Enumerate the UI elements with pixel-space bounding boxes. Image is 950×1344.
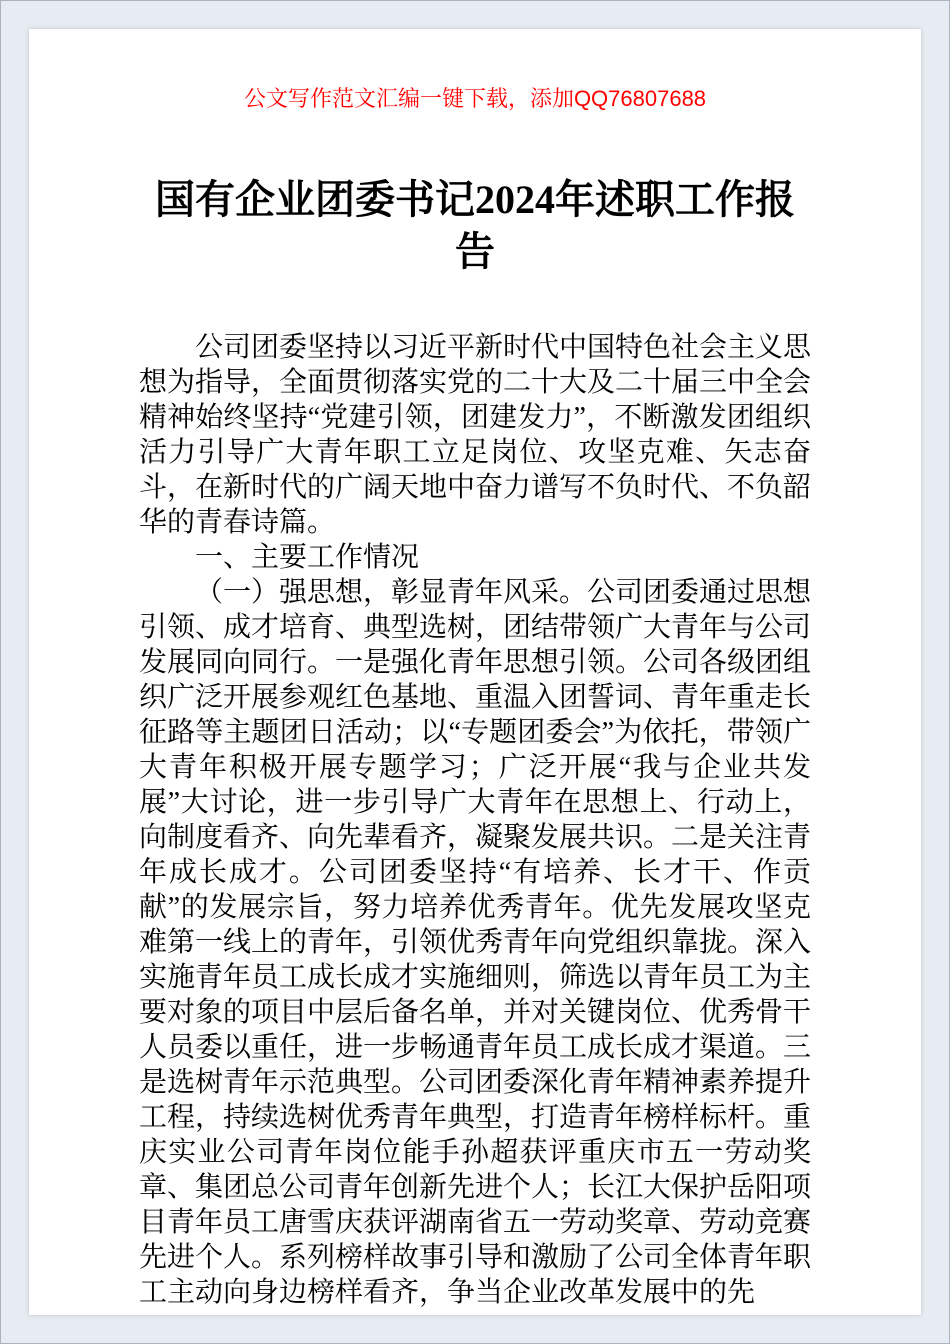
document-title: 国有企业团委书记2024年述职工作报告 [155, 177, 795, 274]
document-body [139, 330, 811, 1310]
document-page [29, 29, 921, 1315]
body-paragraph-section-heading: 一、主要工作情况 [195, 542, 420, 573]
promo-notice: 公文写作范文汇编一键下载，添加QQ76807688 [243, 86, 707, 111]
body-paragraph-section-content: （一）强思想，彰显青年风采。公司团委通过思想引领、成才培育、典型选树，团结带领广大青年与公司发展同向同行。一是强化青年思想引领。公司各级团组织广泛开展参观红色基地、重温入团誓词、青年重走长征路等主题团日活动；以“专题团委会”为依托，带领广大青年积极开展专题学习；广泛开展“我与企业共发展”大讨论，进一步引导广大青年在思想上、行动上，向制度看齐、向先辈看齐，凝聚发展共识。二是关注青年成长成才。公司团委坚持“有培养、长才干、作贡献”的发展宗旨，努力培养优秀青年。优先发展攻坚克难第一线上的青年，引领优秀青年向党组织靠拢。深入实施青年员工成长成才实施细则，筛选以青年员工为主要对象的项目中层后备名单，并对关键岗位、优秀骨干人员委以重任，进一步畅通青年员工成长成才渠道。三是选树青年示范典型。公司团委深化青年精神素养提升工程，持续选树优秀青年典型，打造青年榜样标杆。重庆实业公司青年岗位能手孙超获评重庆市五一劳动奖章、集团总公司青年创新先进个人；长江大保护岳阳项目青年员工唐雪庆获评湖南省五一劳动奖章、劳动竞赛先进个人。系列榜样故事引导和激励了公司全体青年职工主动向身边榜样看齐，争当企业改革发展中的先 [139, 577, 812, 1308]
body-paragraph-intro: 公司团委坚持以习近平新时代中国特色社会主义思想为指导，全面贯彻落实党的二十大及二十届三中全会精神始终坚持“党建引领，团建发力”，不断激发团组织活力引导广大青年职工立足岗位、攻坚克难、矢志奋斗，在新时代的广阔天地中奋力谱写不负时代、不负韶华的青春诗篇。 [139, 332, 812, 538]
